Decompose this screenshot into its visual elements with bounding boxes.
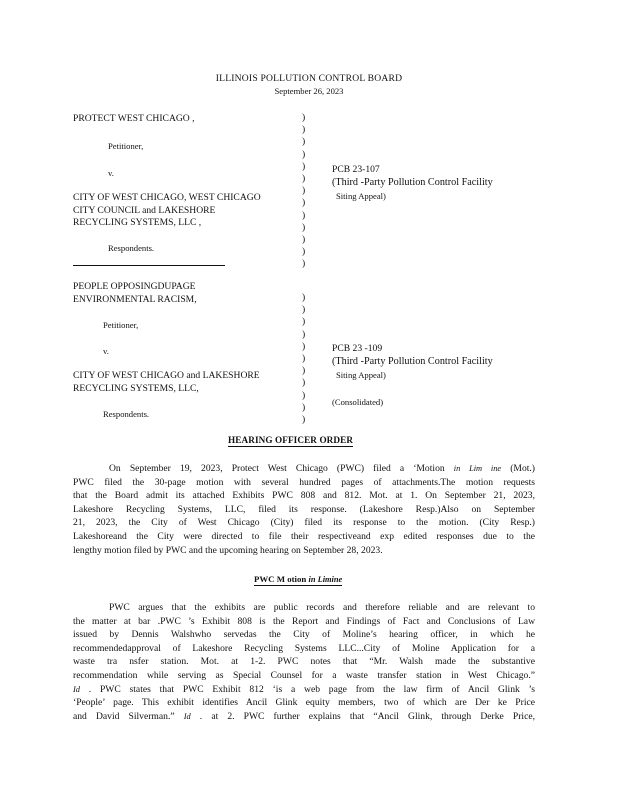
case2-respondent-label: Respondents. <box>103 409 150 419</box>
para1-line: Lakeshore Recycling Systems, LLC, filed its response. (Lakeshore Resp.)Also on September <box>73 503 535 515</box>
para1-italic: in Lim ine <box>453 464 502 473</box>
case2-number: PCB 23 -109 <box>332 343 383 354</box>
para1-line <box>73 462 535 476</box>
case1-petitioner-name: PROTECT WEST CHICAGO , <box>73 113 195 124</box>
caption-divider <box>73 265 225 266</box>
para1-line: Lakeshoreand the City were directed to file their respectiveand exp edited responses due to the <box>73 530 535 542</box>
case2-description: (Third -Party Pollution Control Facility <box>332 356 493 367</box>
case1-respondent-line1: CITY OF WEST CHICAGO, WEST CHICAGO <box>73 192 261 203</box>
para1-text: (Mot.) <box>501 463 535 474</box>
para1-line: PWC filed the 30-page motion with several hundred pages of attachments.The motion requests <box>73 476 535 488</box>
para2-line: PWC argues that the exhibits are public records and therefore reliable and are relevant to <box>109 602 535 613</box>
case2-bracket: ) ) ) ) ) ) ) ) ) ) ) <box>302 292 306 426</box>
case1-appeal-type: Siting Appeal) <box>336 191 386 201</box>
document-date: September 26, 2023 <box>274 86 344 96</box>
case2-consolidated: (Consolidated) <box>332 397 384 407</box>
motion-subheading-text <box>254 574 342 586</box>
motion-subheading-italic: in Limine <box>308 575 343 584</box>
para2-line: issued by Dennis Walshwho servedas the City of Moline’s hearing officer, in which he <box>73 629 535 641</box>
case2-versus: v. <box>103 346 109 356</box>
para2-line: the matter at bar .PWC ’s Exhibit 808 is the Report and Findings of Fact and Conclusions of Law <box>73 615 535 627</box>
case1-respondent-line2: CITY COUNCIL and LAKESHORE <box>73 205 216 216</box>
para2-text: . PWC states that PWC Exhibit 812 ‘is a web page from the law firm of Ancil Glink ’s <box>79 683 535 695</box>
paragraph-argument <box>73 601 535 723</box>
para1-line: lengthy motion filed by PWC and the upcoming hearing on September 28, 2023. <box>73 544 383 556</box>
case2-petitioner-line2: ENVIRONMENTAL RACISM, <box>73 294 197 305</box>
motion-subheading <box>254 574 342 584</box>
case1-number: PCB 23-107 <box>332 164 380 175</box>
para2-line: ‘People’ page. This exhibit identifies Ancil Glink equity members, two of which are Der ke Price <box>73 697 535 709</box>
case1-versus: v. <box>108 168 114 178</box>
case2-petitioner-label: Petitioner, <box>103 320 139 330</box>
para2-citation: Id <box>73 684 80 694</box>
para1-text: On September 19, 2023, Protect West Chicago (PWC) filed a ‘Motion <box>109 463 454 474</box>
para2-line <box>73 710 535 724</box>
order-heading <box>228 435 353 445</box>
order-heading-text: HEARING OFFICER ORDER <box>228 435 354 445</box>
agency-title: ILLINOIS POLLUTION CONTROL BOARD <box>215 73 403 84</box>
para2-line: recommendedapproval of Lakeshore Recycling Systems LLC...City of Moline Application for a <box>73 642 535 654</box>
case1-respondent-label: Respondents. <box>108 243 155 253</box>
case1-respondent-line3: RECYCLING SYSTEMS, LLC , <box>73 217 202 228</box>
case1-description: (Third -Party Pollution Control Facility <box>332 177 493 188</box>
para2-line <box>73 683 535 697</box>
case1-bracket: ) ) ) ) ) ) ) ) ) ) ) ) ) <box>302 112 306 270</box>
para2-line: recommendation while serving as Special Counsel for a waste transfer station in West Chicago.” <box>73 669 535 681</box>
para2-text: . at 2. PWC further explains that “Ancil Glink, through Derke Price, <box>190 710 535 722</box>
para1-line: 21, 2023, the City of West Chicago (City) filed its response to the motion. (City Resp.) <box>73 517 535 529</box>
case2-appeal-type: Siting Appeal) <box>336 370 386 380</box>
para2-text: and David Silverman.” <box>73 710 184 722</box>
case2-respondent-line2: RECYCLING SYSTEMS, LLC, <box>73 383 199 394</box>
case2-respondent-line1: CITY OF WEST CHICAGO and LAKESHORE <box>73 370 260 381</box>
case1-petitioner-label: Petitioner, <box>108 141 144 151</box>
para2-line: waste tra nsfer station. Mot. at 1-2. PWC notes that “Mr. Walsh made the substantive <box>73 656 535 668</box>
paragraph-background <box>73 462 535 557</box>
case2-petitioner-line1: PEOPLE OPPOSINGDUPAGE <box>73 281 196 292</box>
motion-subheading-plain: PWC M otion <box>254 574 309 584</box>
para1-line: that the Board admit its attached Exhibits PWC 808 and 812. Mot. at 1. On September 21, 2023, <box>73 490 535 502</box>
para2-citation: Id <box>183 711 191 721</box>
